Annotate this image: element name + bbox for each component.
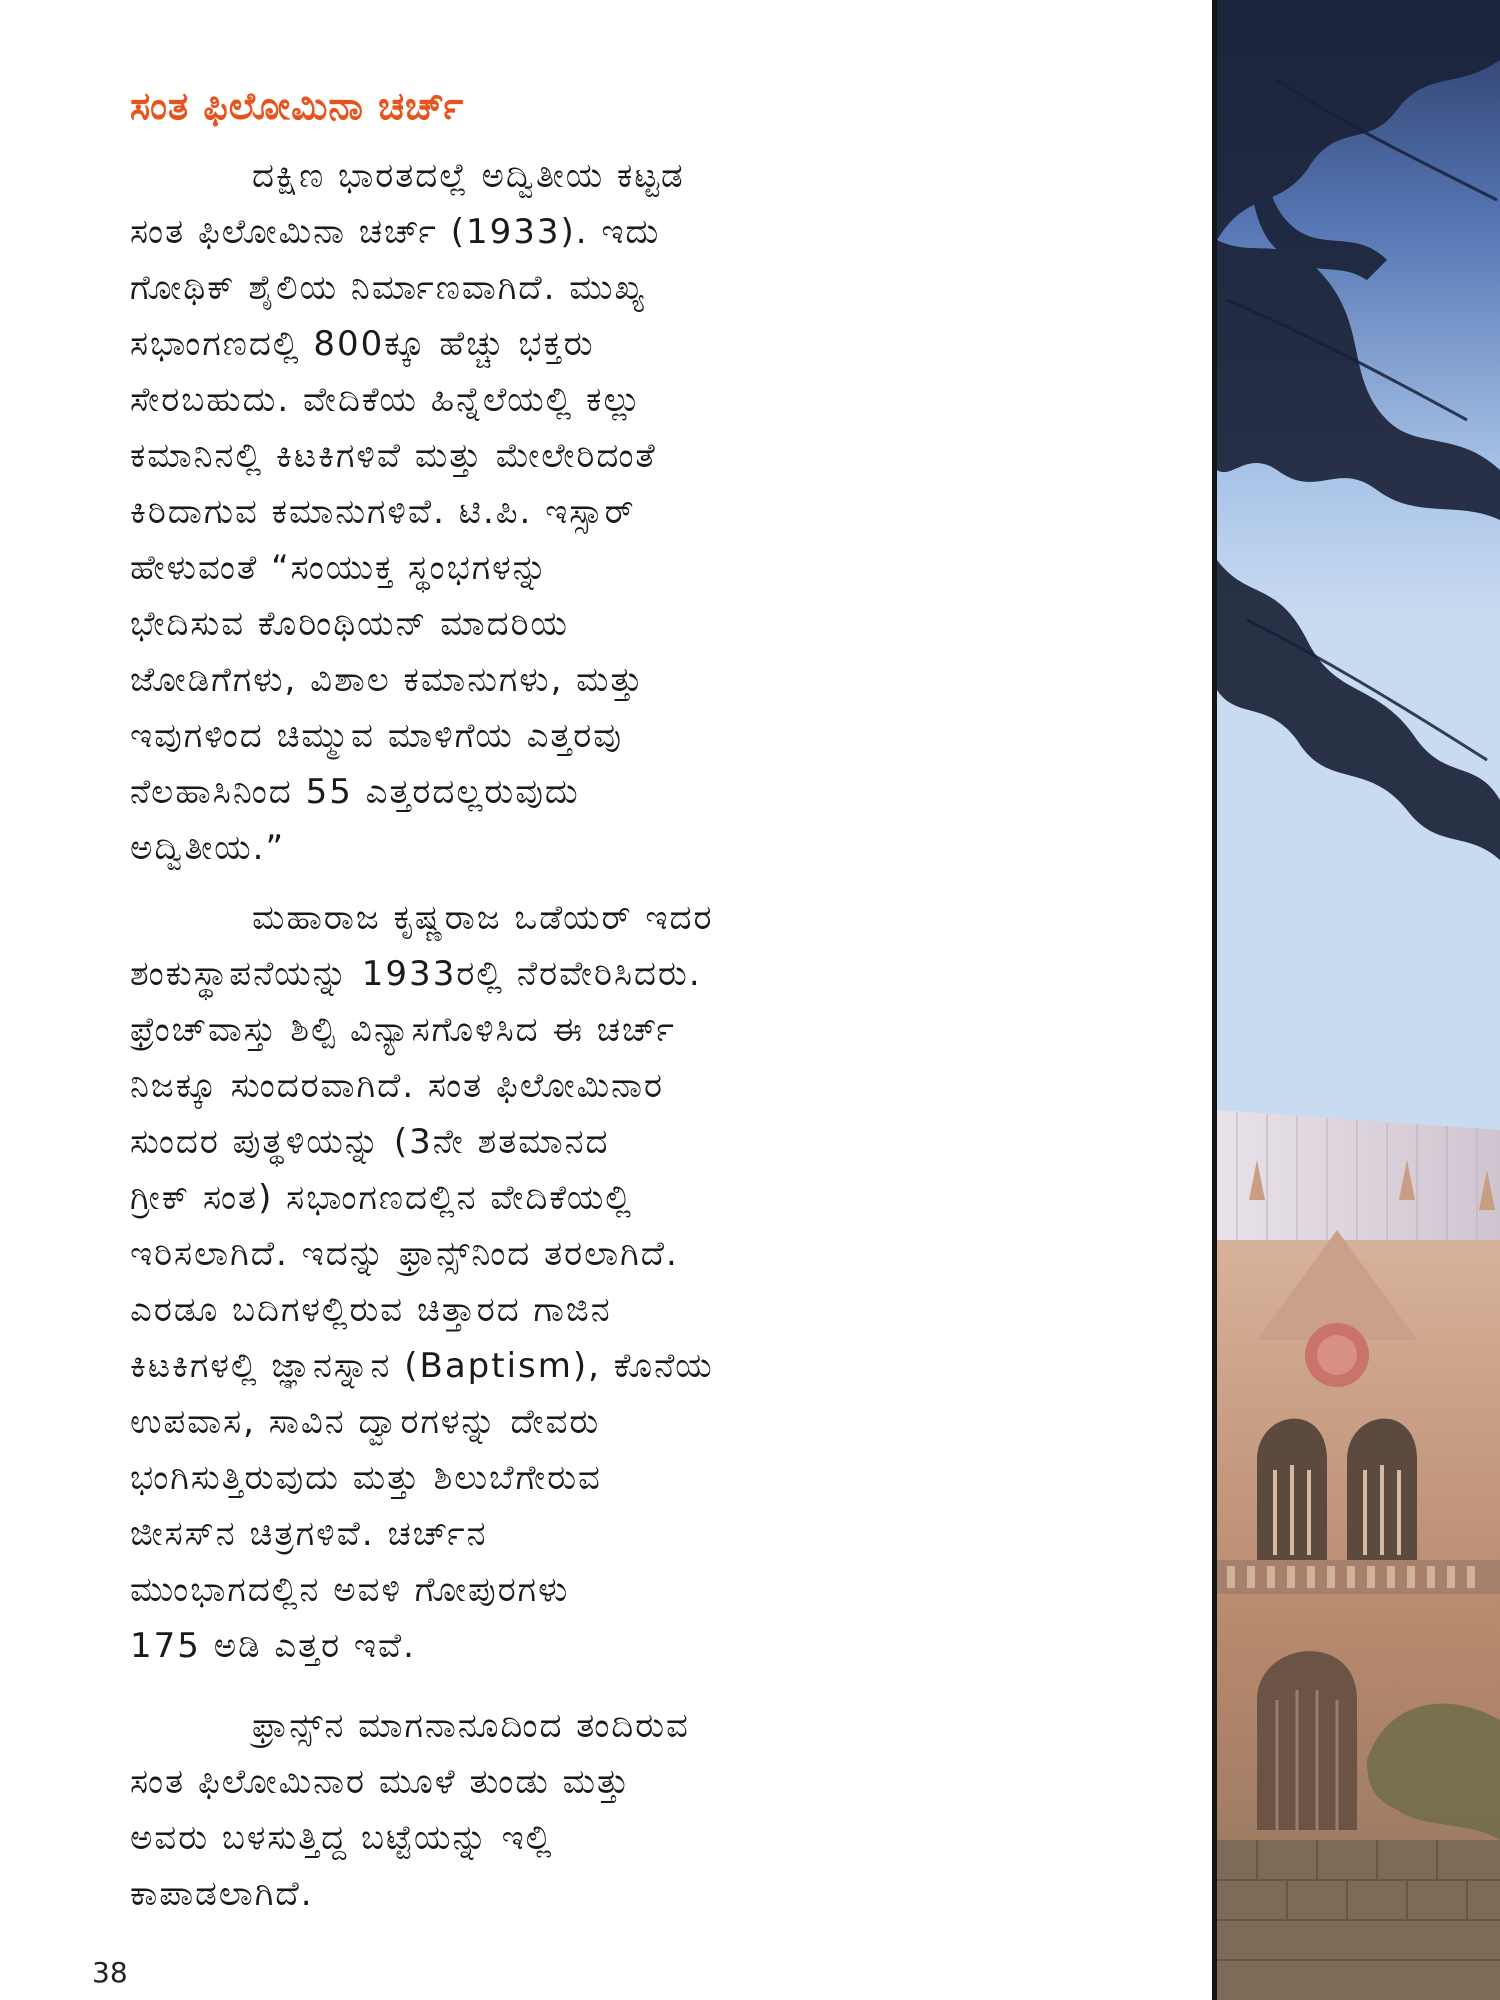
church-photo-illustration — [1217, 0, 1500, 2000]
text-line: ಗ್ರೀಕ್ ಸಂತ) ಸಭಾಂಗಣದಲ್ಲಿನ ವೇದಿಕೆಯಲ್ಲಿ — [130, 1178, 634, 1218]
text-line: ಅವರು ಬಳಸುತ್ತಿದ್ದ ಬಟ್ಟೆಯನ್ನು ಇಲ್ಲಿ — [130, 1818, 554, 1858]
text-line: ಕಾಪಾಡಲಾಗಿದೆ. — [130, 1874, 314, 1914]
text-line: ಫ್ರಾನ್ಸ್‌ನ ಮಾಗನಾನೂದಿಂದ ತಂದಿರುವ — [252, 1706, 690, 1746]
paragraph-2 — [130, 890, 1130, 1674]
text-line: ಕಿರಿದಾಗುವ ಕಮಾನುಗಳಿವೆ. ಟಿ.ಪಿ. ಇಸ್ಸಾರ್ — [130, 492, 636, 532]
text-line: ಕಿಟಕಿಗಳಲ್ಲಿ ಜ್ಞಾನಸ್ನಾನ (Baptism), ಕೊನೆಯ — [130, 1346, 714, 1386]
text-line: ಸಂತ ಫಿಲೋಮಿನಾರ ಮೂಳೆ ತುಂಡು ಮತ್ತು — [130, 1762, 631, 1802]
paragraph-1 — [130, 148, 1130, 876]
text-line: ಮುಂಭಾಗದಲ್ಲಿನ ಅವಳಿ ಗೋಪುರಗಳು — [130, 1570, 570, 1610]
text-line: ಹೇಳುವಂತೆ “ಸಂಯುಕ್ತ ಸ್ಥಂಭಗಳನ್ನು — [130, 548, 549, 588]
text-line: ಸೇರಬಹುದು. ವೇದಿಕೆಯ ಹಿನ್ನೆಲೆಯಲ್ಲಿ ಕಲ್ಲು — [130, 380, 643, 420]
text-line: ಸುಂದರ ಪುತ್ಥಳಿಯನ್ನು (3ನೇ ಶತಮಾನದ — [130, 1122, 610, 1162]
text-line: ಇವುಗಳಿಂದ ಚಿಮ್ಮುವ ಮಾಳಿಗೆಯ ಎತ್ತರವು — [130, 716, 624, 756]
text-line: ಸಭಾಂಗಣದಲ್ಲಿ 800ಕ್ಕೂ ಹೆಚ್ಚು ಭಕ್ತರು — [130, 324, 595, 364]
text-line: 175 ಅಡಿ ಎತ್ತರ ಇವೆ. — [130, 1626, 416, 1666]
text-line: ಭೇದಿಸುವ ಕೊರಿಂಥಿಯನ್ ಮಾದರಿಯ — [130, 604, 569, 644]
text-line: ನಿಜಕ್ಕೂ ಸುಂದರವಾಗಿದೆ. ಸಂತ ಫಿಲೋಮಿನಾರ — [130, 1066, 665, 1106]
text-line: ಗೋಥಿಕ್ ಶೈಲಿಯ ನಿರ್ಮಾಣವಾಗಿದೆ. ಮುಖ್ಯ — [130, 268, 646, 308]
text-line: ಅದ್ವಿತೀಯ.” — [130, 828, 286, 868]
page-title: ಸಂತ ಫಿಲೋಮಿನಾ ಚರ್ಚ್ — [130, 84, 465, 128]
text-line: ದಕ್ಷಿಣ ಭಾರತದಲ್ಲೆ ಅದ್ವಿತೀಯ ಕಟ್ಟಡ — [252, 156, 685, 196]
text-line: ಇರಿಸಲಾಗಿದೆ. ಇದನ್ನು ಫ್ರಾನ್ಸ್‌ನಿಂದ ತರಲಾಗಿದೆ. — [130, 1234, 679, 1274]
text-line: ಉಪವಾಸ, ಸಾವಿನ ದ್ವಾರಗಳನ್ನು ದೇವರು — [130, 1402, 601, 1442]
page-number: 38 — [92, 1956, 128, 1989]
text-line: ಎರಡೂ ಬದಿಗಳಲ್ಲಿರುವ ಚಿತ್ತಾರದ ಗಾಜಿನ — [130, 1290, 612, 1330]
text-column — [130, 78, 1130, 1922]
paragraph-3 — [130, 1698, 1130, 1922]
text-line: ನೆಲಹಾಸಿನಿಂದ 55 ಎತ್ತರದಲ್ಲರುವುದು — [130, 772, 580, 812]
text-line: ಸಂತ ಫಿಲೋಮಿನಾ ಚರ್ಚ್ (1933). ಇದು — [130, 212, 661, 252]
text-line: ಶಂಕುಸ್ಥಾಪನೆಯನ್ನು 1933ರಲ್ಲಿ ನೆರವೇರಿಸಿದರು. — [130, 954, 702, 994]
text-line: ಜೋಡಿಗೆಗಳು, ವಿಶಾಲ ಕಮಾನುಗಳು, ಮತ್ತು — [130, 660, 645, 700]
text-line: ಕಮಾನಿನಲ್ಲಿ ಕಿಟಕಿಗಳಿವೆ ಮತ್ತು ಮೇಲೇರಿದಂತೆ — [130, 436, 657, 476]
church-photo — [1217, 0, 1500, 2000]
text-line: ಭಂಗಿಸುತ್ತಿರುವುದು ಮತ್ತು ಶಿಲುಬೆಗೇರುವ — [130, 1458, 602, 1498]
text-line: ಜೀಸಸ್‌ನ ಚಿತ್ರಗಳಿವೆ. ಚರ್ಚ್‌ನ — [130, 1514, 488, 1554]
text-line: ಫ್ರೆಂಚ್‌ವಾಸ್ತು ಶಿಲ್ಪಿ ವಿನ್ಯಾಸಗೊಳಿಸಿದ ಈ ಚರ್ಚ್ — [130, 1010, 676, 1050]
text-line: ಮಹಾರಾಜ ಕೃಷ್ಣರಾಜ ಒಡೆಯರ್ ಇದರ — [252, 898, 714, 938]
